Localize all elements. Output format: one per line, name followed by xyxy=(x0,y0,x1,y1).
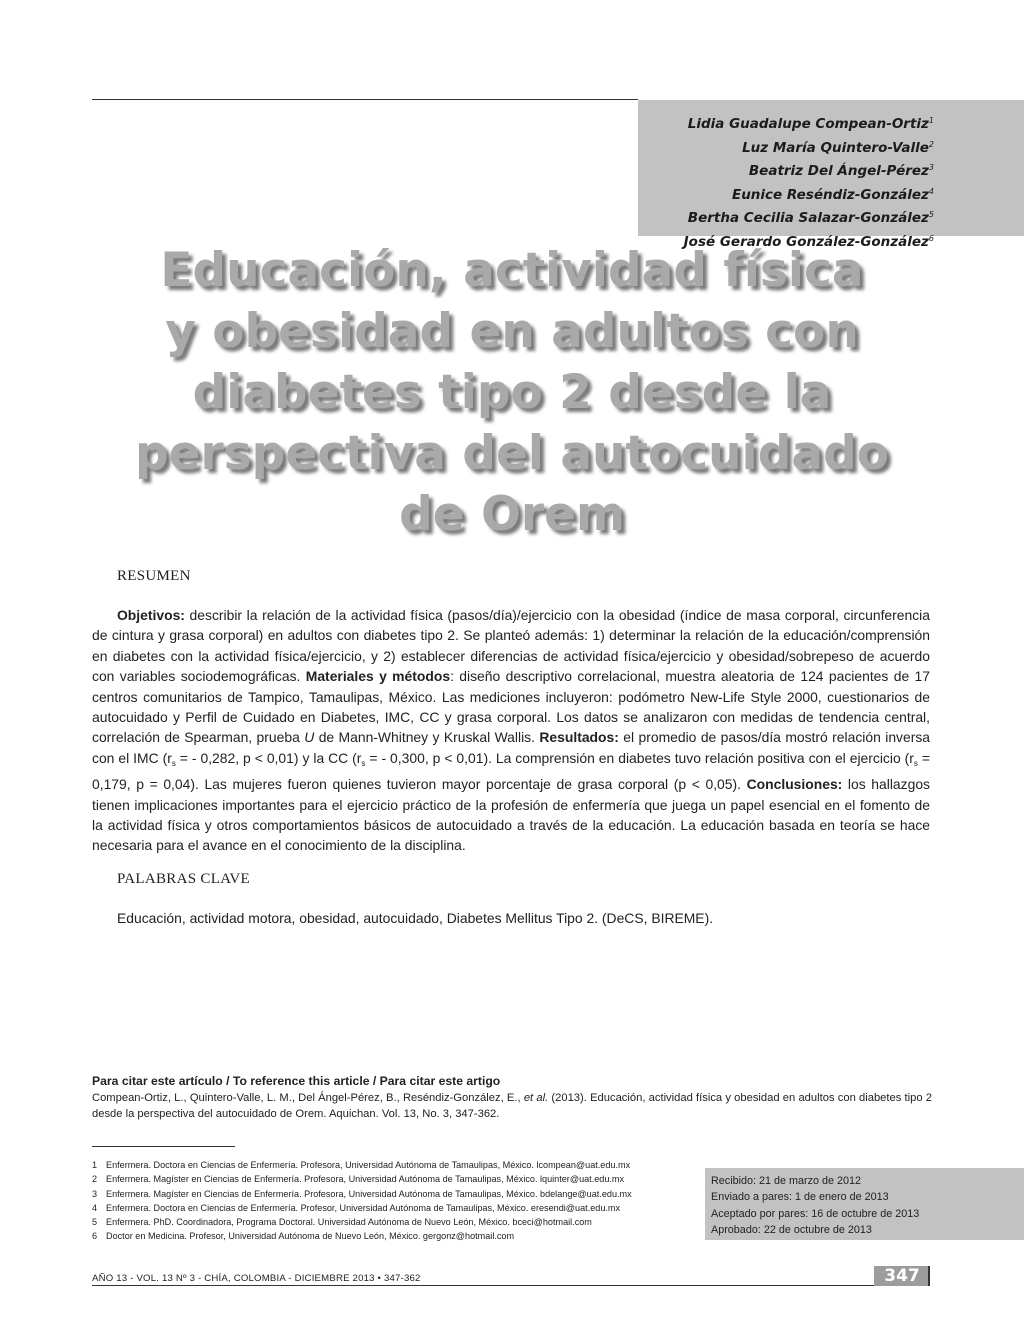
author-5: Bertha Cecilia Salazar-González$^5$ xyxy=(687,210,934,226)
keywords-text: Educación, actividad motora, obesidad, autocuidado, Diabetes Mellitus Tipo 2. (DeCS, BIREME). xyxy=(117,910,714,926)
footnote-rule xyxy=(92,1146,235,1147)
citation-heading: Para citar este artículo / To reference this article / Para citar este artigo xyxy=(92,1074,501,1088)
footer-rule xyxy=(92,1285,930,1286)
footnotes xyxy=(92,1158,702,1244)
title-line-5: de Orem xyxy=(399,487,625,542)
date-received: Recibido: 21 de marzo de 2012 xyxy=(711,1175,862,1187)
title-line-3: diabetes tipo 2 desde la xyxy=(192,365,832,420)
footnote-6: 6 Doctor en Medicina. Profesor, Universidad Autónoma de Nuevo León, México. gergonz@hotmail.com xyxy=(92,1231,515,1242)
author-4: Eunice Reséndiz-González$^4$ xyxy=(731,186,934,203)
page-number: 347 xyxy=(874,1266,930,1286)
abstract-heading: RESUMEN xyxy=(117,568,191,584)
author-6: José Gerardo González-González$^6$ xyxy=(683,233,934,250)
footnote-2: 2 Enfermera. Magíster en Ciencias de Enfermería. Profesora, Universidad Autónoma de Tamaulipas, México. lquinter@uat.edu.mx xyxy=(92,1174,625,1185)
title-line-4: perspectiva del autocuidado xyxy=(135,426,889,481)
footnote-1: 1 Enfermera. Doctora en Ciencias de Enfermería. Profesora, Universidad Autónoma de Tamaulipas, México. lcompean@uat.edu.mx xyxy=(92,1160,631,1170)
date-accepted: Aceptado por pares: 16 de octubre de 2013 xyxy=(711,1207,920,1220)
citation-block xyxy=(92,1074,932,1122)
top-rule xyxy=(92,99,638,100)
citation-text: Compean-Ortiz, L., Quintero-Valle, L. M., Del Ángel-Pérez, B., Reséndiz-González, E., et al. (2013). Educación, actividad física y obesidad en adultos con diabetes tipo 2 desde la perspectiva del autocuidado de Orem. Aquichan. Vol. 13, No. 3, 347-362. xyxy=(92,1092,933,1120)
footnote-5: 5 Enfermera. PhD. Coordinadora, Programa Doctoral. Universidad Autónoma de Nuevo León, México. bceci@hotmail.com xyxy=(92,1217,592,1228)
title-line-1: Educación, actividad física xyxy=(160,243,864,298)
title-line-2: y obesidad en adultos con xyxy=(165,304,859,359)
article-title xyxy=(92,240,932,545)
date-sent-to-peers: Enviado a pares: 1 de enero de 2013 xyxy=(711,1191,889,1204)
footer-journal-info: AÑO 13 - VOL. 13 Nº 3 - CHÍA, COLOMBIA - DICIEMBRE 2013 • 347-362 xyxy=(92,1273,421,1284)
author-3: Beatriz Del Ángel-Pérez$^3$ xyxy=(748,163,934,179)
authors-box xyxy=(638,100,1024,250)
footnote-4: 4 Enfermera. Doctora en Ciencias de Enfermería. Profesor, Universidad Autónoma de Tamaulipas, México. eresendi@uat.edu.mx xyxy=(92,1202,621,1213)
abstract-text: Objetivos: describir la relación de la actividad física (pasos/día)/ejercicio con la obesidad (índice de masa corporal, circunferencia de cintura y grasa corporal) en adultos con diabetes tipo 2. Se planteó además: 1) determinar la relación de la educación/comprensión en diabetes con la actividad física/ejercicio, y 2) establecer diferencias de actividad física/ejercicio y obesidad/sobrepeso de acuerdo con variables sociodemográficas. Materiales y métodos: diseño descriptivo correlacional, muestra aleatoria de 124 pacientes de 17 centros comunitarios de Tampico, Tamaulipas, México. Las mediciones incluyeron: podómetro New-Life Style 2000, cuestionarios de autocuidado y Perfil de Cuidado en Diabetes, IMC, CC y grasa corporal. Los datos se analizaron con medidas de tendencia central, correlación de Spearman, prueba U de Mann-Whitney y Kruskal Wallis. Resultados: el promedio de pasos/día mostró relación inversa con el IMC ($r_s$ = - 0,282, p < 0,01) y la CC ($r_s$ = - 0,300, p < 0,01). La comprensión en diabetes tuvo relación positiva con el ejercicio ($r_s = 0,179$, p = 0,04). Las mujeres fueron quienes tuvieron mayor porcentaje de grasa corporal (p < 0,05). Conclusiones: los hallazgos tienen implicaciones importantes para el ejercicio práctico de la profesión de enfermería que juega un papel esencial en el fomento de la actividad física y otros comportamientos básicos de autocuidado a través de la educación. La educación basada en teoría se hace necesaria para el avance en el conocimiento de la disciplina. xyxy=(92,607,931,854)
keywords-heading: PALABRAS CLAVE xyxy=(117,871,250,887)
page-number-edge xyxy=(928,1266,930,1286)
author-2: Luz María Quintero-Valle$^2$ xyxy=(742,139,934,156)
author-1: Lidia Guadalupe Compean-Ortiz$^1$ xyxy=(687,116,934,132)
footnote-3: 3 Enfermera. Magíster en Ciencias de Enfermería. Profesora, Universidad Autónoma de Tamaulipas, México. bdelange@uat.edu.mx xyxy=(92,1188,632,1199)
dates-box xyxy=(705,1168,1024,1240)
date-approved: Aprobado: 22 de octubre de 2013 xyxy=(711,1223,872,1236)
